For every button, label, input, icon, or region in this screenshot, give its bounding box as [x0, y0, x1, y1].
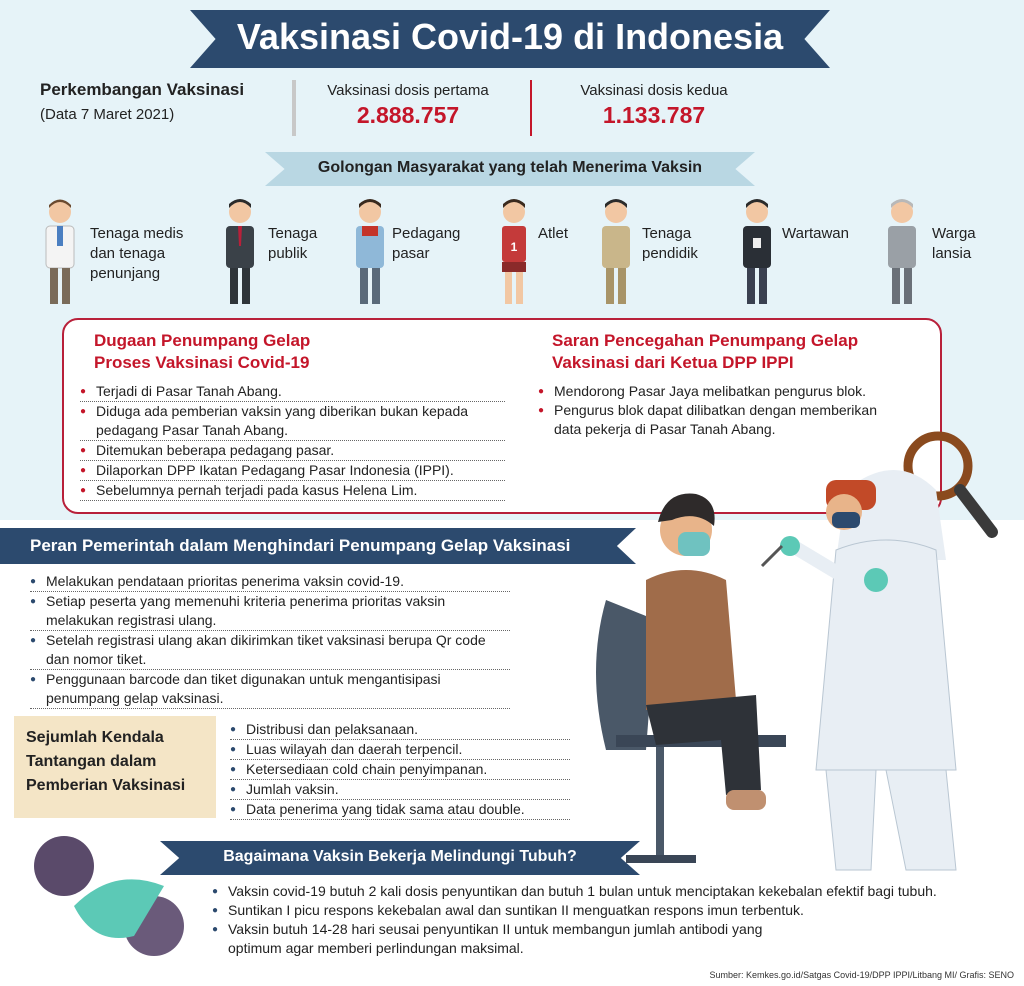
- divider-gray: [292, 80, 296, 136]
- list-item: ● Ditemukan beberapa pedagang pasar.: [80, 441, 505, 461]
- list-item: ● Setelah registrasi ulang akan dikirimkan tiket vaksinasi berupa Qr code dan nomor tiket.: [30, 631, 510, 670]
- source-note: Sumber: Kemkes.go.id/Satgas Covid-19/DPP IPPI/Litbang MI/ Grafis: SENO: [709, 970, 1014, 980]
- dose2-value: 1.133.787: [602, 102, 706, 128]
- list-item: ● Melakukan pendataan prioritas penerima vaksin covid-19.: [30, 572, 510, 592]
- public-worker-icon: [220, 196, 260, 306]
- journalist-icon: [737, 196, 777, 306]
- group-label-lansia: Warga lansia: [932, 225, 976, 262]
- divider-red: [530, 80, 532, 136]
- dose1-label: Vaksinasi dosis pertama: [327, 82, 489, 99]
- saran-title: Saran Pencegahan Penumpang Gelap Vaksinasi dari Ketua DPP IPPI: [552, 331, 859, 372]
- list-item: ● Ketersediaan cold chain penyimpanan.: [230, 760, 570, 780]
- list-item: ● Vaksin covid-19 butuh 2 kali dosis penyuntikan dan butuh 1 bulan untuk menciptakan kekebalan efektif bagi tubuh.: [212, 882, 1012, 901]
- perkembangan-date: (Data 7 Maret 2021): [40, 106, 175, 123]
- group-label-wartawan: Wartawan: [782, 225, 849, 242]
- list-item: ● Diduga ada pemberian vaksin yang diberikan bukan kepada pedagang Pasar Tanah Abang.: [80, 402, 505, 441]
- group-label-atlet: Atlet: [538, 225, 569, 242]
- medical-worker-icon: [40, 196, 80, 306]
- teacher-icon: [596, 196, 636, 306]
- group-label-publik: Tenaga publik: [268, 225, 318, 262]
- peran-title: Peran Pemerintah dalam Menghindari Penumpang Gelap Vaksinasi: [30, 536, 571, 555]
- list-item: ● Sebelumnya pernah terjadi pada kasus Helena Lim.: [80, 481, 505, 501]
- golongan-title: Golongan Masyarakat yang telah Menerima Vaksin: [317, 159, 703, 176]
- dugaan-title: Dugaan Penumpang Gelap Proses Vaksinasi Covid-19: [94, 331, 311, 372]
- peran-list: [30, 572, 510, 709]
- athlete-icon: [494, 196, 534, 306]
- elderly-icon: [882, 196, 922, 306]
- list-item: ● Dilaporkan DPP Ikatan Pedagang Pasar Indonesia (IPPI).: [80, 461, 505, 481]
- list-item: ● Distribusi dan pelaksanaan.: [230, 720, 570, 740]
- group-label-pendidik: Tenaga pendidik: [642, 225, 698, 262]
- list-item: ● Mendorong Pasar Jaya melibatkan pengurus blok.: [538, 382, 908, 401]
- svg-text:1: 1: [510, 240, 518, 254]
- list-item: ● Jumlah vaksin.: [230, 780, 570, 800]
- list-item: ● Luas wilayah dan daerah terpencil.: [230, 740, 570, 760]
- list-item: ● Suntikan I picu respons kekebalan awal dan suntikan II menguatkan respons imun terbentuk.: [212, 901, 1012, 920]
- bagaimana-list: [212, 882, 1012, 958]
- vaccination-illustration: [586, 450, 1006, 890]
- dose2-label: Vaksinasi dosis kedua: [580, 82, 728, 99]
- kendala-list: [230, 720, 570, 820]
- perkembangan-title: Perkembangan Vaksinasi: [40, 80, 245, 99]
- list-item: ● Setiap peserta yang memenuhi kriteria penerima prioritas vaksin melakukan registrasi ulang.: [30, 592, 510, 631]
- bagaimana-title: Bagaimana Vaksin Bekerja Melindungi Tubuh?: [223, 848, 577, 865]
- group-label-medis: Tenaga medis dan tenaga penunjang: [90, 225, 184, 282]
- dose1-value: 2.888.757: [356, 102, 460, 128]
- group-label-pedagang: Pedagang pasar: [392, 225, 461, 262]
- saran-list: [538, 382, 908, 439]
- list-item: ● Terjadi di Pasar Tanah Abang.: [80, 382, 505, 402]
- list-item: ● Vaksin butuh 14-28 hari seusai penyuntikan II untuk membangun jumlah antibodi yang optimum agar memberi perlindungan maksimal.: [212, 920, 812, 958]
- list-item: ● Data penerima yang tidak sama atau double.: [230, 800, 570, 820]
- dugaan-list: [80, 382, 505, 501]
- kendala-title: Sejumlah Kendala Tantangan dalam Pemberian Vaksinasi: [26, 729, 186, 794]
- list-item: ● Pengurus blok dapat dilibatkan dengan memberikan data pekerja di Pasar Tanah Abang.: [538, 401, 908, 439]
- list-item: ● Penggunaan barcode dan tiket digunakan untuk mengantisipasi penumpang gelap vaksinasi.: [30, 670, 510, 709]
- page-title: Vaksinasi Covid-19 di Indonesia: [236, 16, 784, 57]
- market-trader-icon: [350, 196, 390, 306]
